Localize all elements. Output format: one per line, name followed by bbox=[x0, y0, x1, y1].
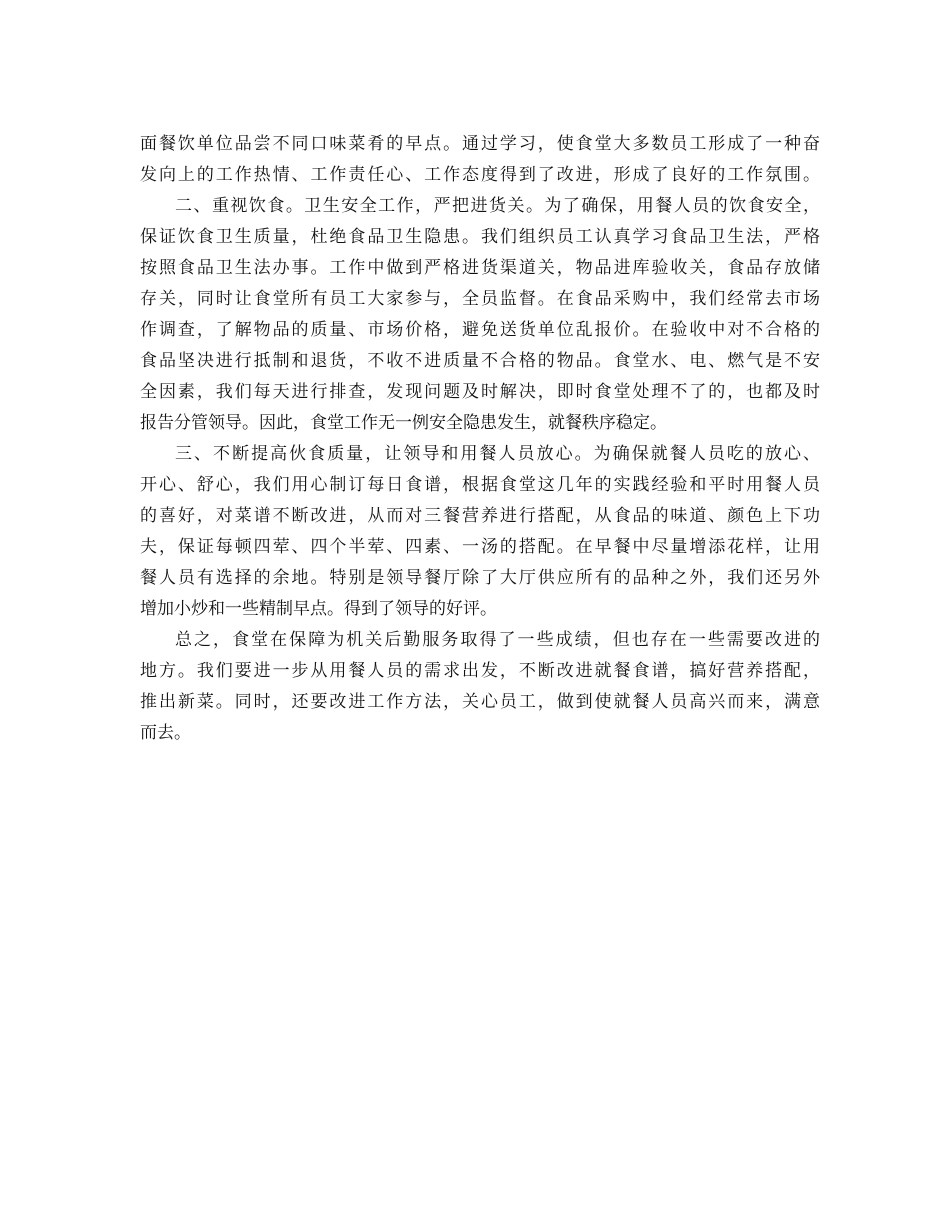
text-line-15: 餐人员有选择的余地。特别是领导餐厅除了大厅供应所有的品种之外，我们还另外 bbox=[140, 568, 820, 588]
body-text bbox=[140, 129, 820, 749]
text-line-4: 保证饮食卫生质量，杜绝食品卫生隐患。我们组织员工认真学习食品卫生法，严格 bbox=[140, 227, 820, 247]
text-line-2: 发向上的工作热情、工作责任心、工作态度得到了改进，形成了良好的工作氛围。 bbox=[140, 165, 820, 185]
text-line-5: 按照食品卫生法办事。工作中做到严格进货渠道关，物品进库验收关，食品存放储 bbox=[140, 258, 820, 278]
text-line-12: 开心、舒心，我们用心制订每日食谱，根据食堂这几年的实践经验和平时用餐人员 bbox=[140, 475, 820, 495]
text-line-9: 全因素，我们每天进行排查，发现问题及时解决，即时食堂处理不了的，也都及时 bbox=[140, 382, 820, 402]
text-line-10: 报告分管领导。因此，食堂工作无一例安全隐患发生，就餐秩序稳定。 bbox=[140, 413, 667, 433]
text-line-18: 地方。我们要进一步从用餐人员的需求出发，不断改进就餐食谱，搞好营养搭配， bbox=[140, 661, 820, 681]
text-line-19: 推出新菜。同时，还要改进工作方法，关心员工，做到使就餐人员高兴而来，满意 bbox=[140, 692, 820, 712]
text-line-8: 食品坚决进行抵制和退货，不收不进质量不合格的物品。食堂水、电、燃气是不安 bbox=[140, 351, 820, 371]
text-line-20: 而去。 bbox=[140, 723, 191, 743]
text-line-16: 增加小炒和一些精制早点。得到了领导的好评。 bbox=[140, 599, 497, 619]
text-line-14: 夫，保证每顿四荤、四个半荤、四素、一汤的搭配。在早餐中尽量增添花样，让用 bbox=[140, 537, 820, 557]
text-line-17: 总之，食堂在保障为机关后勤服务取得了一些成绩，但也存在一些需要改进的 bbox=[175, 630, 820, 650]
text-line-13: 的喜好，对菜谱不断改进，从而对三餐营养进行搭配，从食品的味道、颜色上下功 bbox=[140, 506, 820, 526]
text-line-6: 存关，同时让食堂所有员工大家参与，全员监督。在食品采购中，我们经常去市场 bbox=[140, 289, 820, 309]
text-line-11: 三、不断提高伙食质量，让领导和用餐人员放心。为确保就餐人员吃的放心、 bbox=[175, 444, 820, 464]
text-line-7: 作调查，了解物品的质量、市场价格，避免送货单位乱报价。在验收中对不合格的 bbox=[140, 320, 820, 340]
text-line-3: 二、重视饮食。卫生安全工作，严把进货关。为了确保，用餐人员的饮食安全， bbox=[175, 196, 820, 216]
text-line-1: 面餐饮单位品尝不同口味菜肴的早点。通过学习，使食堂大多数员工形成了一种奋 bbox=[140, 134, 820, 154]
